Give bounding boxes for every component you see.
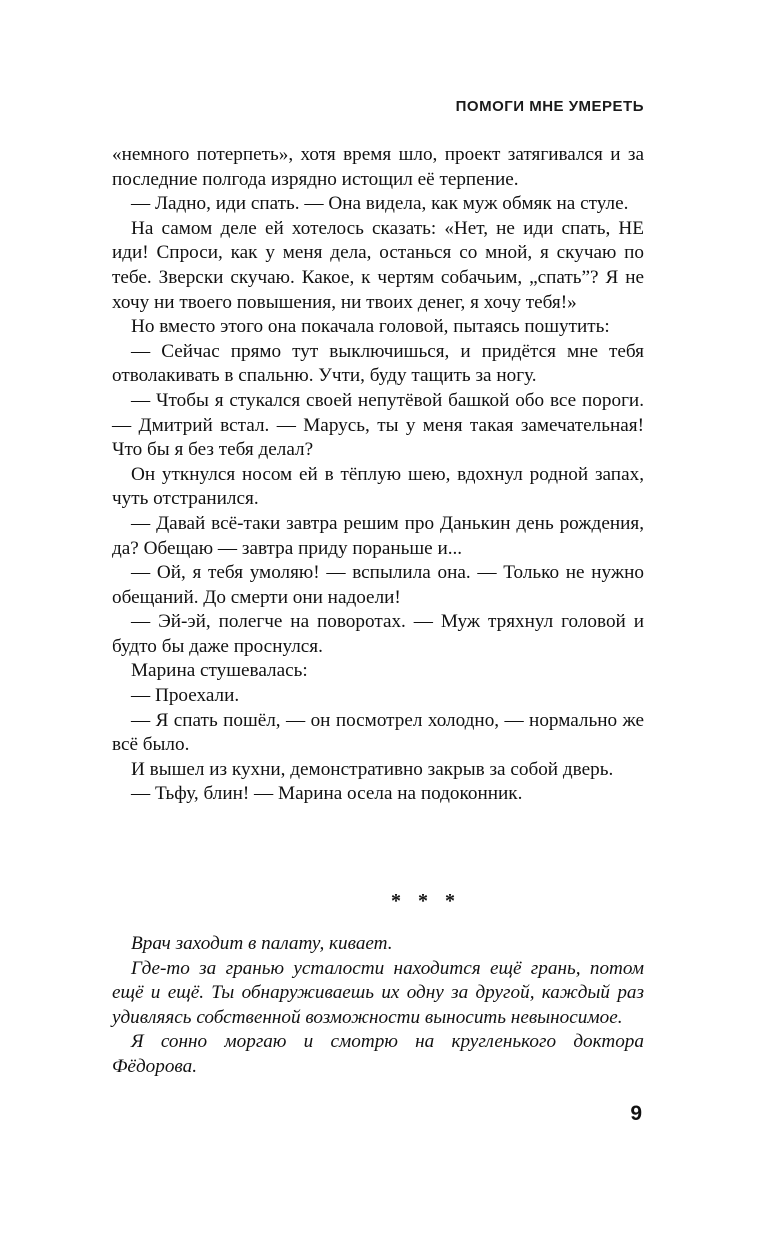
paragraph: — Ой, я тебя умоляю! — вспылила она. — Только не нужно обещаний. До смерти они надоели! [112, 562, 644, 608]
paragraph: — Ладно, иди спать. — Она видела, как муж обмяк на стуле. [131, 193, 629, 215]
paragraph: — Проехали. [131, 685, 240, 707]
paragraph: Он уткнулся носом ей в тёплую шею, вдохнул родной запах, чуть отстранился. [112, 463, 644, 510]
paragraph: — Давай всё-таки завтра решим про Данькин день рождения, да? Обещаю — завтра приду пораньше и... [112, 512, 644, 559]
paragraph: «немного потерпеть», хотя время шло, проект затягивался и за последние полгода изрядно истощил её терпение. [112, 144, 644, 190]
paragraph: — Тьфу, блин! — Марина осела на подоконник. [131, 783, 523, 805]
page-number: 9 [630, 1102, 642, 1125]
main-text [112, 143, 644, 807]
paragraph: — Я спать пошёл, — он посмотрел холодно, — нормально же всё было. [112, 709, 644, 756]
paragraph: И вышел из кухни, демонстративно закрыв за собой дверь. [131, 758, 614, 780]
paragraph: Но вместо этого она покачала головой, пытаясь пошутить: [131, 316, 610, 338]
paragraph: На самом деле ей хотелось сказать: «Нет, не иди спать, НЕ иди! Спроси, как у меня дела, останься со мной, я скучаю по тебе. Зверски скучаю. Какое, к чертям собачьим, „спать”? Я не хочу ни твоего повышения, ни твоих денег, я хочу тебя!» [112, 217, 644, 313]
paragraph: — Сейчас прямо тут выключишься, и придётся мне тебя отволакивать в спальню. Учти, буду тащить за ногу. [112, 340, 644, 387]
italic-paragraph: Врач заходит в палату, кивает. [131, 933, 393, 954]
italic-paragraph: Где-то за гранью усталости находится ещё грань, потом ещё и ещё. Ты обнаруживаешь их одну за другой, каждый раз удивляясь собственной возможности выносить невыносимое. [112, 957, 644, 1028]
paragraph: Марина стушевалась: [131, 660, 308, 682]
running-head: ПОМОГИ МНЕ УМЕРЕТЬ [455, 98, 644, 115]
paragraph: — Эй-эй, полегче на поворотах. — Муж тряхнул головой и будто бы даже проснулся. [112, 611, 644, 657]
section-separator: * * * [391, 890, 461, 912]
italic-section [112, 932, 644, 1080]
italic-paragraph: Я сонно моргаю и смотрю на кругленького доктора Фёдорова. [112, 1031, 644, 1077]
paragraph: — Чтобы я стукался своей непутёвой башкой обо все пороги. — Дмитрий встал. — Марусь, ты у меня такая замечательная! Что бы я без тебя делал? [112, 389, 644, 461]
